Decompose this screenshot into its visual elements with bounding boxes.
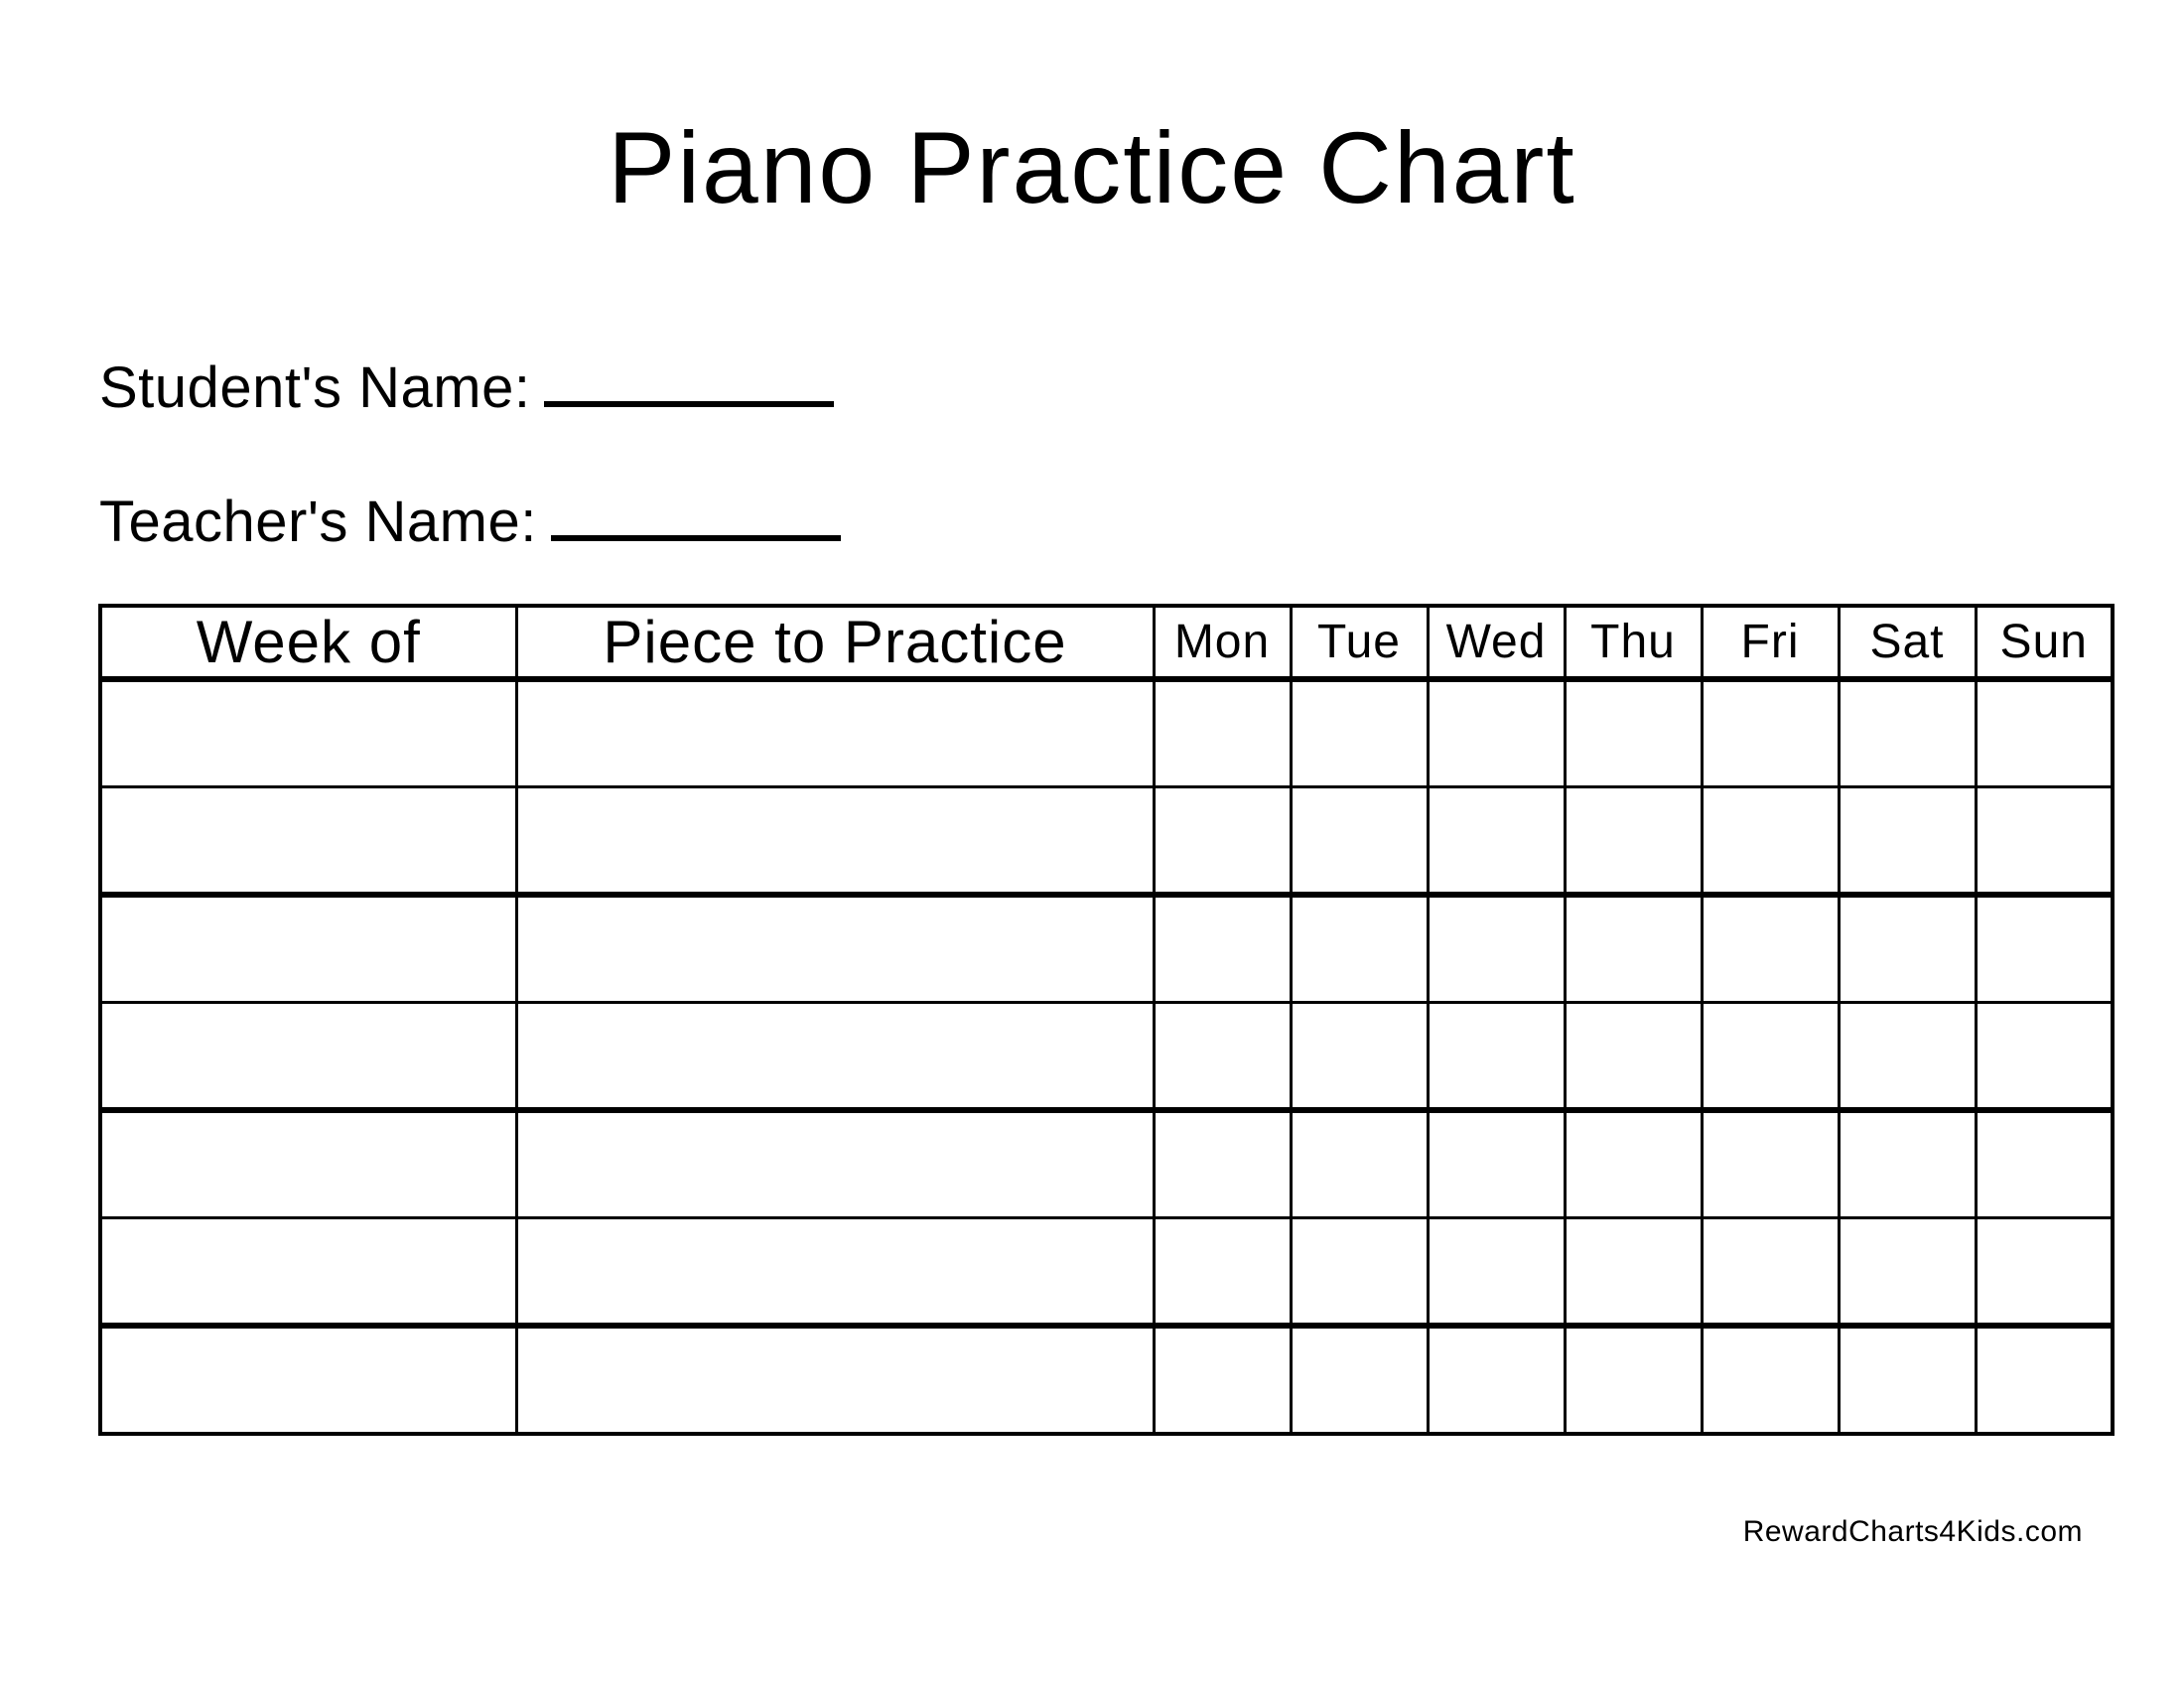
empty-cell[interactable]: [1565, 895, 1702, 1003]
empty-cell[interactable]: [1154, 1326, 1291, 1434]
empty-cell[interactable]: [1291, 1003, 1428, 1111]
col-header-fri: Fri: [1702, 606, 1839, 679]
empty-cell[interactable]: [516, 1110, 1154, 1218]
teacher-name-blank-line[interactable]: [551, 525, 841, 541]
empty-cell[interactable]: [1565, 1003, 1702, 1111]
empty-cell[interactable]: [1291, 679, 1428, 787]
table-row: [100, 1110, 2113, 1218]
empty-cell[interactable]: [516, 895, 1154, 1003]
empty-cell[interactable]: [1702, 1003, 1839, 1111]
empty-cell[interactable]: [1839, 1218, 1976, 1327]
empty-cell[interactable]: [1291, 895, 1428, 1003]
empty-cell[interactable]: [1428, 1003, 1565, 1111]
empty-cell[interactable]: [1154, 679, 1291, 787]
empty-cell[interactable]: [1291, 1110, 1428, 1218]
empty-cell[interactable]: [1976, 1003, 2113, 1111]
empty-cell[interactable]: [100, 679, 516, 787]
empty-cell[interactable]: [1976, 1326, 2113, 1434]
empty-cell[interactable]: [1291, 1218, 1428, 1327]
col-header-thu: Thu: [1565, 606, 1702, 679]
empty-cell[interactable]: [100, 1326, 516, 1434]
empty-cell[interactable]: [1154, 895, 1291, 1003]
col-header-mon: Mon: [1154, 606, 1291, 679]
table-header-row: [100, 606, 2113, 679]
empty-cell[interactable]: [1428, 1326, 1565, 1434]
empty-cell[interactable]: [516, 787, 1154, 896]
empty-cell[interactable]: [1839, 1003, 1976, 1111]
col-header-sat: Sat: [1839, 606, 1976, 679]
empty-cell[interactable]: [1839, 1110, 1976, 1218]
col-header-piece-to-practice: Piece to Practice: [516, 606, 1154, 679]
empty-cell[interactable]: [1154, 787, 1291, 896]
col-header-wed: Wed: [1428, 606, 1565, 679]
table-body: [100, 679, 2113, 1434]
empty-cell[interactable]: [1291, 787, 1428, 896]
empty-cell[interactable]: [1291, 1326, 1428, 1434]
empty-cell[interactable]: [1976, 679, 2113, 787]
table-row: [100, 679, 2113, 787]
empty-cell[interactable]: [1565, 1110, 1702, 1218]
empty-cell[interactable]: [1702, 895, 1839, 1003]
empty-cell[interactable]: [516, 1003, 1154, 1111]
table-row: [100, 895, 2113, 1003]
empty-cell[interactable]: [516, 679, 1154, 787]
empty-cell[interactable]: [1702, 1326, 1839, 1434]
empty-cell[interactable]: [1839, 895, 1976, 1003]
empty-cell[interactable]: [516, 1218, 1154, 1327]
col-header-week-of: Week of: [100, 606, 516, 679]
empty-cell[interactable]: [1702, 679, 1839, 787]
student-name-blank-line[interactable]: [544, 391, 834, 407]
empty-cell[interactable]: [1428, 895, 1565, 1003]
practice-table: [98, 604, 2115, 1436]
empty-cell[interactable]: [1428, 1110, 1565, 1218]
empty-cell[interactable]: [100, 1218, 516, 1327]
page-title: Piano Practice Chart: [608, 111, 1576, 224]
empty-cell[interactable]: [1702, 1218, 1839, 1327]
col-header-tue: Tue: [1291, 606, 1428, 679]
empty-cell[interactable]: [1428, 679, 1565, 787]
empty-cell[interactable]: [1839, 679, 1976, 787]
empty-cell[interactable]: [1839, 787, 1976, 896]
empty-cell[interactable]: [100, 1110, 516, 1218]
table-row: [100, 1218, 2113, 1327]
empty-cell[interactable]: [1154, 1003, 1291, 1111]
table-row: [100, 1003, 2113, 1111]
empty-cell[interactable]: [516, 1326, 1154, 1434]
empty-cell[interactable]: [1428, 787, 1565, 896]
empty-cell[interactable]: [1976, 895, 2113, 1003]
empty-cell[interactable]: [1565, 787, 1702, 896]
empty-cell[interactable]: [1702, 1110, 1839, 1218]
col-header-sun: Sun: [1976, 606, 2113, 679]
empty-cell[interactable]: [100, 787, 516, 896]
student-name-label: Student's Name:: [99, 355, 531, 420]
empty-cell[interactable]: [1976, 1218, 2113, 1327]
empty-cell[interactable]: [1565, 679, 1702, 787]
footer-credit: RewardCharts4Kids.com: [1742, 1515, 2083, 1548]
empty-cell[interactable]: [1154, 1218, 1291, 1327]
empty-cell[interactable]: [1976, 787, 2113, 896]
empty-cell[interactable]: [1565, 1326, 1702, 1434]
empty-cell[interactable]: [1154, 1110, 1291, 1218]
empty-cell[interactable]: [100, 895, 516, 1003]
empty-cell[interactable]: [1839, 1326, 1976, 1434]
empty-cell[interactable]: [1976, 1110, 2113, 1218]
empty-cell[interactable]: [1565, 1218, 1702, 1327]
teacher-name-row: [99, 490, 841, 554]
table-row: [100, 787, 2113, 896]
table-row: [100, 1326, 2113, 1434]
student-name-row: [99, 355, 834, 420]
empty-cell[interactable]: [1428, 1218, 1565, 1327]
empty-cell[interactable]: [1702, 787, 1839, 896]
empty-cell[interactable]: [100, 1003, 516, 1111]
teacher-name-label: Teacher's Name:: [99, 490, 537, 554]
